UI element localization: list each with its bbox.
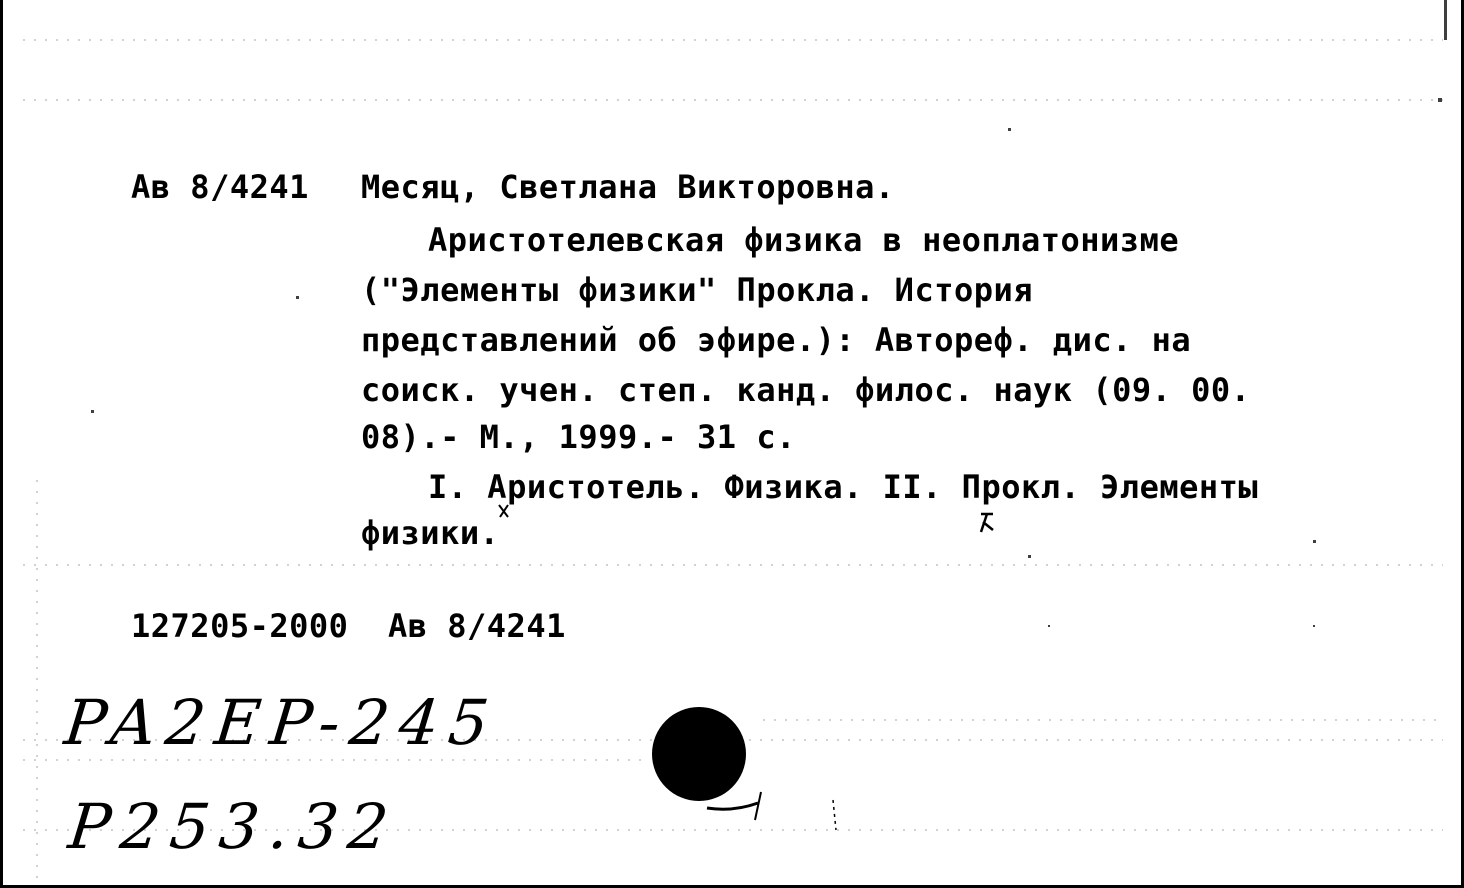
accession-footer: 127205-2000 Ав 8/4241 [131,607,566,645]
title-line-3: представлений об эфире.): Автореф. дис. на [361,321,1192,359]
subject-line-1: I. Аристотель. Физика. II. Прокл. Элементы [428,468,1259,506]
check-mark-icon [977,510,997,536]
call-number: Ав 8/4241 [131,168,309,206]
title-line-5: 08).- М., 1999.- 31 с. [361,418,796,456]
handwritten-shelfmark-1: PA2EP-245 [61,686,503,759]
title-line-2: ("Элементы физики" Прокла. История [361,271,1034,309]
check-mark-icon [497,502,511,520]
title-line-4: соиск. учен. степ. канд. филос. наук (09. 00. [361,371,1251,409]
author-name: Месяц, Светлана Викторовна. [361,168,895,206]
title-line-1: Аристотелевская физика в неоплатонизме [428,221,1180,259]
handwritten-shelfmark-2: P253.32 [65,790,402,863]
punch-hole-icon [643,700,843,850]
subject-line-2: физики. [361,514,500,552]
